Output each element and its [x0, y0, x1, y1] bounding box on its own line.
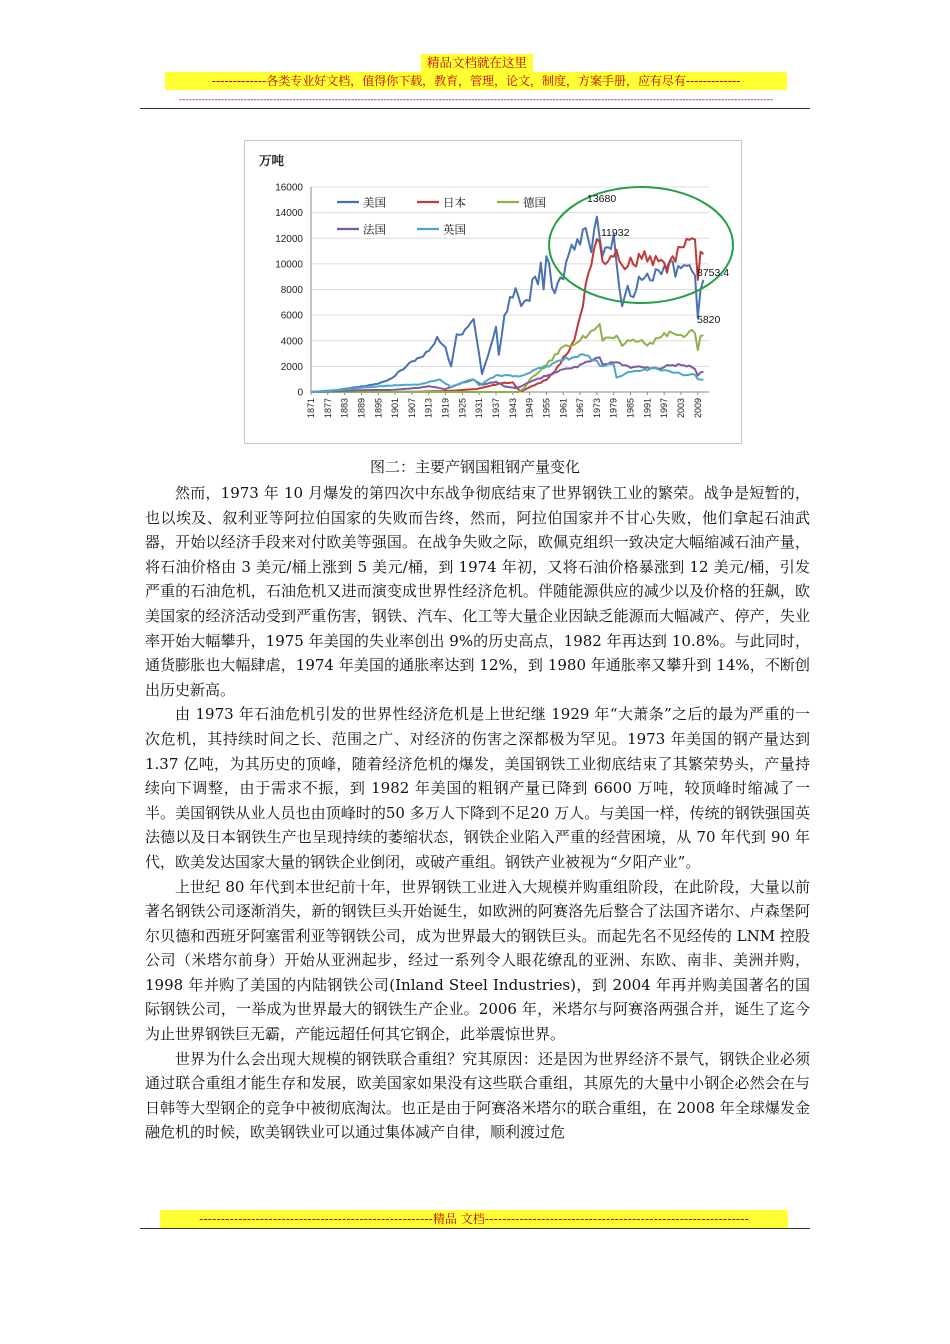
x-tick-label: 1955	[541, 398, 552, 419]
article-body	[145, 481, 810, 1145]
series-line-3	[311, 324, 703, 392]
paragraph: 上世纪 80 年代到本世纪前十年，世界钢铁工业进入大规模并购重组阶段，在此阶段，大量以前著名钢铁公司逐渐消失，新的钢铁巨头开始诞生，如欧洲的阿赛洛先后整合了法国齐诺尔、卢森堡阿尔贝德和西班牙阿塞雷利亚等钢铁公司，成为世界最大的钢铁巨头。而起先名不见经传的 LNM 控股公司（米塔尔前身）开始从亚洲起步，经过一系列令人眼花缭乱的亚洲、东欧、南非、美洲并购，1998 年并购了美国的内陆钢铁公司(Inland Steel Industries)，到 2004 年再并购美国著名的国际钢铁公司，一举成为世界最大的钢铁生产企业。2006 年，米塔尔与阿赛洛两强合并，诞生了迄今为止世界钢铁巨无霸，产能远超任何其它钢企，此举震惊世界。	[145, 877, 810, 1044]
legend-label: 美国	[363, 197, 386, 210]
data-annotation: 13680	[587, 193, 617, 205]
x-tick-label: 1949	[524, 398, 535, 419]
data-annotation: 5820	[697, 314, 721, 326]
x-tick-label: 1931	[474, 398, 485, 419]
y-tick-label: 4000	[280, 336, 303, 348]
x-tick-label: 1973	[591, 398, 602, 419]
x-tick-label: 1937	[490, 398, 501, 419]
header-tagline: -------------各类专业好文档，值得你下载，教育，管理，论文，制度，方案手册，应有尽有-------------	[165, 72, 787, 90]
x-tick-label: 1961	[558, 398, 569, 419]
footer-rule	[140, 1228, 810, 1229]
header-title: 精品文档就在这里	[421, 54, 533, 72]
series-line-1	[311, 217, 703, 392]
y-tick-label: 12000	[275, 233, 303, 245]
y-tick-label: 10000	[275, 259, 303, 271]
x-tick-label: 1997	[659, 398, 670, 419]
y-tick-label: 14000	[275, 208, 303, 220]
footer-banner: ------------------------------------------------------精品 文档-------------------------------------------------------------	[160, 1210, 788, 1228]
y-tick-label: 16000	[275, 182, 303, 194]
paragraph: 然而，1973 年 10 月爆发的第四次中东战争彻底结束了世界钢铁工业的繁荣。战争是短暂的，也以埃及、叙利亚等阿拉伯国家的失败而告终，然而，阿拉伯国家并不甘心失败，他们拿起石油武器，开始以经济手段来对付欧美等强国。在战争失败之际，欧佩克组织一致决定大幅缩减石油产量，将石油价格由 3 美元/桶上涨到 5 美元/桶，到 1974 年初，又将石油价格暴涨到 12 美元/桶，引发严重的石油危机，石油危机又进而演变成世界性经济危机。伴随能源供应的减少以及价格的狂飙，欧美国家的经济活动受到严重伤害，钢铁、汽车、化工等大量企业因缺乏能源而大幅减产、停产，失业率开始大幅攀升，1975 年美国的失业率创出 9%的历史高点，1982 年再达到 10.8%。与此同时，通货膨胀也大幅肆虐，1974 年美国的通胀率达到 12%，到 1980 年通胀率又攀升到 14%，不断创出历史新高。	[145, 484, 810, 699]
legend-label: 英国	[443, 224, 466, 237]
x-tick-label: 2003	[675, 398, 686, 419]
x-tick-label: 1895	[373, 398, 384, 419]
figure-caption: 图二：主要产钢国粗钢产量变化	[369, 458, 580, 476]
data-annotation: 8753.4	[697, 267, 730, 279]
x-tick-label: 1943	[507, 398, 518, 419]
x-tick-label: 1967	[575, 398, 586, 419]
x-tick-label: 1979	[608, 398, 619, 419]
y-tick-label: 6000	[280, 310, 303, 322]
paragraph: 由 1973 年石油危机引发的世界性经济危机是上世纪继 1929 年“大萧条”之后的最为严重的一次危机，其持续时间之长、范围之广、对经济的伤害之深都极为罕见。1973 年美国的钢产量达到 1.37 亿吨，为其历史的顶峰，随着经济危机的爆发，美国钢铁工业彻底结束了其繁荣势头，产量持续向下调整，由于需求不振，到 1982 年美国的粗钢产量已降到 6600 万吨，较顶峰时缩减了一半。美国钢铁从业人员也由顶峰时的50 多万人下降到不足20 万人。与美国一样，传统的钢铁强国英法德以及日本钢铁生产也呈现持续的萎缩状态，钢铁企业陷入严重的经营困境，从 70 年代到 90 年代，欧美发达国家大量的钢铁企业倒闭，或破产重组。钢铁产业被视为“夕阳产业”。	[145, 705, 810, 871]
header-rule	[140, 108, 810, 109]
x-tick-label: 1901	[390, 398, 401, 419]
x-tick-label: 1985	[625, 398, 636, 419]
y-tick-label: 2000	[280, 361, 303, 373]
x-tick-label: 1907	[406, 398, 417, 419]
data-annotation: 11932	[601, 227, 630, 239]
header-dash-line: ---------------------------------------------------------------------------------------------------------------------------------------------------------------------------------------	[178, 95, 774, 105]
legend-label: 德国	[523, 197, 546, 210]
x-tick-label: 1991	[642, 398, 653, 419]
legend-label: 法国	[363, 224, 386, 237]
x-tick-label: 1925	[457, 398, 468, 419]
steel-production-figure	[244, 140, 742, 444]
x-tick-label: 1913	[423, 398, 434, 419]
y-unit-label: 万吨	[259, 154, 285, 168]
legend-label: 日本	[443, 197, 466, 210]
x-tick-label: 2009	[692, 398, 703, 419]
x-tick-label: 1883	[339, 398, 350, 419]
y-tick-label: 0	[297, 387, 303, 399]
paragraph: 世界为什么会出现大规模的钢铁联合重组？究其原因：还是因为世界经济不景气，钢铁企业必须通过联合重组才能生存和发展，欧美国家如果没有这些联合重组，其原先的大量中小钢企必然会在与日韩等大型钢企的竞争中被彻底淘汰。也正是由于阿赛洛米塔尔的联合重组，在 2008 年全球爆发金融危机的时候，欧美钢铁业可以通过集体减产自律，顺利渡过危	[145, 1049, 810, 1142]
x-tick-label: 1889	[356, 398, 367, 419]
steel-production-chart	[245, 141, 741, 443]
x-tick-label: 1919	[440, 398, 451, 419]
x-tick-label: 1871	[306, 398, 316, 419]
x-tick-label: 1877	[322, 398, 333, 419]
y-tick-label: 8000	[280, 285, 303, 296]
